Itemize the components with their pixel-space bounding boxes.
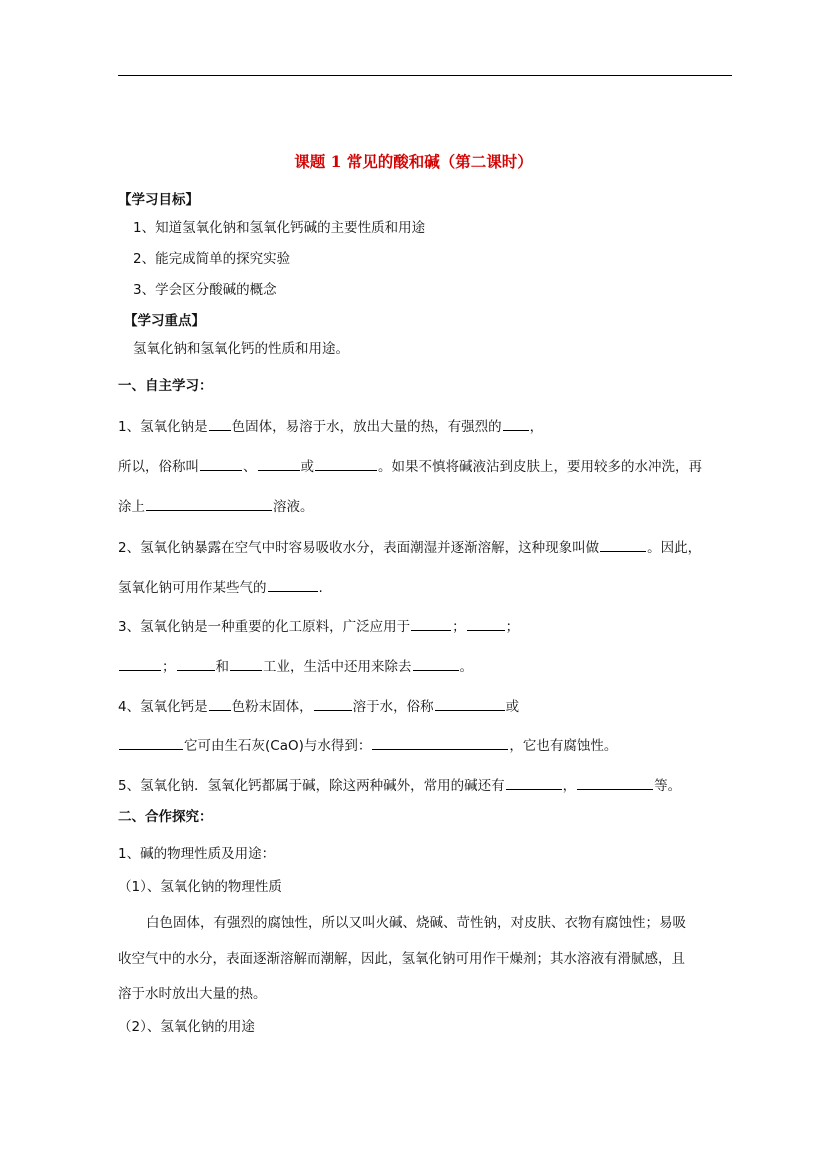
question-5-line-1: 5、氢氧化钠．氢氧化钙都属于碱，除这两种碱外，常用的碱还有 ， 等。 xyxy=(118,775,681,795)
blank[interactable] xyxy=(413,656,459,671)
question-1-line-2: 所以，俗称叫 、 或 。如果不慎将碱液沾到皮肤上，要用较多的水冲洗，再 xyxy=(118,456,702,476)
key-points-heading: 【学习重点】 xyxy=(124,313,205,329)
header-rule xyxy=(118,75,732,76)
blank[interactable] xyxy=(177,656,215,671)
question-4-line-2: 它可由生石灰(CaO)与水得到： ，它也有腐蚀性。 xyxy=(118,735,617,755)
question-3-line-2: ； 和 工业，生活中还用来除去 。 xyxy=(118,656,473,676)
blank[interactable] xyxy=(315,456,377,471)
paragraph-line-2: 收空气中的水分，表面逐渐溶解而潮解，因此，氢氧化钠可用作干燥剂；其水溶液有滑腻感，且 xyxy=(118,951,685,967)
blank[interactable] xyxy=(268,577,318,592)
cooperative-subheading-1: 1、碱的物理性质及用途： xyxy=(118,846,276,862)
cooperative-heading: 二、合作探究： xyxy=(118,809,213,825)
blank[interactable] xyxy=(435,696,505,711)
blank[interactable] xyxy=(209,696,231,711)
question-2-line-1: 2、氢氧化钠暴露在空气中时容易吸收水分，表面潮湿并逐渐溶解，这种现象叫做 。因此， xyxy=(118,537,701,557)
blank[interactable] xyxy=(209,416,231,431)
question-4-line-1: 4、氢氧化钙是 色粉末固体， 溶于水，俗称 或 xyxy=(118,696,519,716)
blank[interactable] xyxy=(467,616,505,631)
blank[interactable] xyxy=(230,656,262,671)
blank[interactable] xyxy=(600,537,646,552)
paragraph-line-1: 白色固体，有强烈的腐蚀性，所以又叫火碱、烧碱、苛性钠，对皮肤、衣物有腐蚀性；易吸 xyxy=(146,915,686,931)
blank[interactable] xyxy=(577,775,653,790)
cooperative-subheading-1a: （1）、氢氧化钠的物理性质 xyxy=(118,879,282,895)
blank[interactable] xyxy=(411,616,451,631)
objective-item-2: 2、能完成简单的探究实验 xyxy=(133,251,291,267)
question-2-line-2: 氢氧化钠可用作某些气的 . xyxy=(118,577,323,597)
blank[interactable] xyxy=(314,696,352,711)
question-1-line-3: 涂上 溶液。 xyxy=(118,496,314,516)
paragraph-line-3: 溶于水时放出大量的热。 xyxy=(118,986,267,1002)
blank[interactable] xyxy=(146,496,272,511)
cooperative-subheading-1b: （2）、氢氧化钠的用途 xyxy=(118,1019,255,1035)
blank[interactable] xyxy=(119,735,183,750)
blank[interactable] xyxy=(258,456,300,471)
blank[interactable] xyxy=(372,735,508,750)
objectives-heading: 【学习目标】 xyxy=(118,192,199,208)
blank[interactable] xyxy=(506,775,562,790)
page-title: 课题 1 常见的酸和碱（第二课时） xyxy=(294,152,533,171)
blank[interactable] xyxy=(200,456,242,471)
question-1-line-1: 1、氢氧化钠是 色固体，易溶于水，放出大量的热，有强烈的 ， xyxy=(118,416,543,436)
blank[interactable] xyxy=(503,416,529,431)
key-points-text: 氢氧化钠和氢氧化钙的性质和用途。 xyxy=(133,341,349,357)
objective-item-3: 3、学会区分酸碱的概念 xyxy=(133,282,277,298)
question-3-line-1: 3、氢氧化钠是一种重要的化工原料，广泛应用于 ； ； xyxy=(118,616,519,636)
blank[interactable] xyxy=(119,656,161,671)
self-study-heading: 一、自主学习： xyxy=(118,378,213,394)
objective-item-1: 1、知道氢氧化钠和氢氧化钙碱的主要性质和用途 xyxy=(133,220,426,236)
